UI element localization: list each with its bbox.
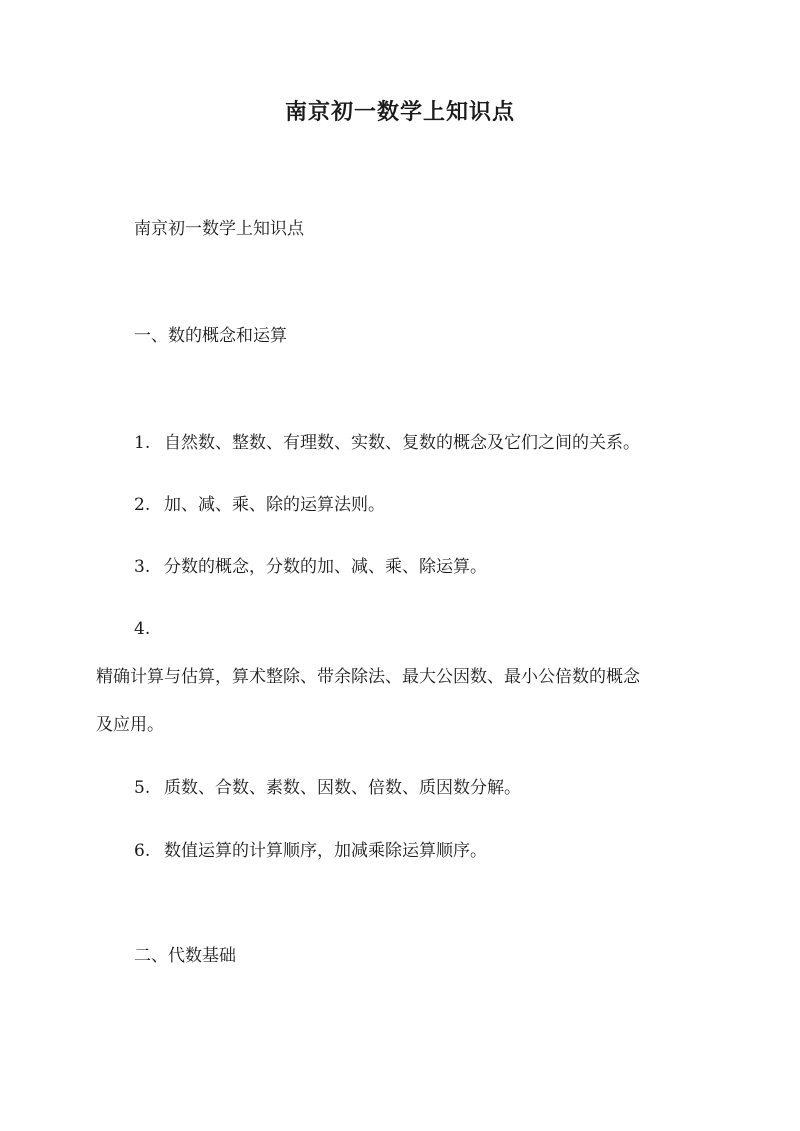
document-subtitle: 南京初一数学上知识点 [134, 219, 304, 239]
list-item-5 [134, 775, 521, 801]
list-item-4-text-line1: 精确计算与估算，算术整除、带余除法、最大公因数、最小公倍数的概念 [96, 667, 640, 687]
document-title: 南京初一数学上知识点 [284, 99, 515, 125]
list-item-6 [134, 838, 487, 864]
section-heading-1: 一、数的概念和运算 [134, 326, 287, 346]
item-number: 5. [134, 778, 151, 798]
item-number: 2. [134, 495, 151, 515]
item-text: 加、减、乘、除的运算法则。 [164, 495, 385, 515]
section-heading-2: 二、代数基础 [134, 946, 236, 966]
item-number: 3. [134, 557, 151, 577]
item-number: 1. [134, 433, 151, 453]
item-number: 6. [134, 841, 151, 861]
list-item-2 [134, 492, 385, 518]
list-item-4-number: 4. [134, 619, 151, 639]
item-text: 数值运算的计算顺序，加减乘除运算顺序。 [164, 841, 487, 861]
list-item-1 [134, 430, 640, 456]
item-text: 自然数、整数、有理数、实数、复数的概念及它们之间的关系。 [164, 433, 640, 453]
item-text: 分数的概念，分数的加、减、乘、除运算。 [164, 557, 487, 577]
list-item-4-text-line2: 及应用。 [96, 715, 164, 735]
item-text: 质数、合数、素数、因数、倍数、质因数分解。 [164, 778, 521, 798]
list-item-3 [134, 554, 487, 580]
